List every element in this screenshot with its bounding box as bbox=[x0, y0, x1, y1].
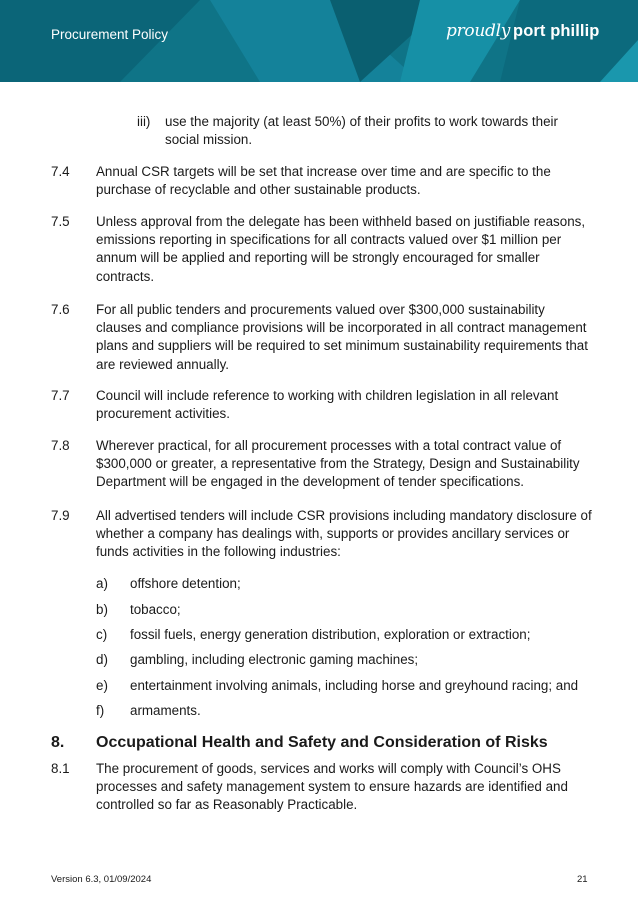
list-item-text: entertainment involving animals, including horse and greyhound racing; and bbox=[130, 678, 579, 693]
clause-number: 7.4 bbox=[51, 164, 70, 179]
clause-number: 7.5 bbox=[51, 214, 70, 229]
clause-text: For all public tenders and procurements valued over $300,000 sustainability clauses and compliance provisions will be incorporated in all contract management plans and suppliers will be required to set minimum sustainability requirements that are reviewed annually. bbox=[96, 302, 588, 372]
footer-version: Version 6.3, 01/09/2024 bbox=[51, 874, 152, 885]
list-item-label: d) bbox=[96, 652, 108, 667]
clause-number: 7.9 bbox=[51, 508, 70, 523]
list-item-text: armaments. bbox=[130, 703, 201, 718]
clause-text: All advertised tenders will include CSR provisions including mandatory disclosure of whether a company has dealings with, supports or provides ancillary services or funds activities in the following industries: bbox=[96, 508, 592, 560]
clause-text: Council will include reference to working with children legislation in all relevant procurement activities. bbox=[96, 388, 559, 422]
list-item-label: a) bbox=[96, 576, 108, 591]
clause-text: Annual CSR targets will be set that increase over time and are specific to the purchase of recyclable and other sustainable products. bbox=[96, 164, 551, 198]
clause-text: The procurement of goods, services and works will comply with Council’s OHS processes and safety management system to ensure hazards are identified and controlled so far as Reasonably Practicable. bbox=[96, 761, 568, 813]
list-item-text: fossil fuels, energy generation distribution, exploration or extraction; bbox=[130, 627, 531, 642]
list-item-label: e) bbox=[96, 678, 108, 693]
clause-number: 7.7 bbox=[51, 388, 70, 403]
clause-text: Unless approval from the delegate has been withheld based on justifiable reasons, emissions reporting in specifications for all contracts valued over $1 million per annum will be applied and reporting will be strongly encouraged for smaller contracts. bbox=[96, 214, 586, 284]
page-header bbox=[0, 0, 638, 82]
section-heading: Occupational Health and Safety and Consideration of Risks bbox=[96, 734, 548, 751]
list-item-label: f) bbox=[96, 703, 105, 718]
clause-number: 7.6 bbox=[51, 302, 70, 317]
list-item-text: tobacco; bbox=[130, 602, 181, 617]
list-item-label: b) bbox=[96, 602, 108, 617]
logo-script-text: proudly bbox=[446, 21, 511, 41]
logo-bold-text: port phillip bbox=[513, 22, 600, 40]
clause-number: 8.1 bbox=[51, 761, 70, 776]
list-item-text: offshore detention; bbox=[130, 576, 241, 591]
clause-number: 7.8 bbox=[51, 438, 70, 453]
clause-text: Wherever practical, for all procurement processes with a total contract value of $300,000 or greater, a representative from the Strategy, Design and Sustainability Department will be engaged in the development of tender specifications. bbox=[96, 438, 580, 490]
sub-item-label: iii) bbox=[137, 114, 151, 129]
sub-item-text: use the majority (at least 50%) of their profits to work towards their social mission. bbox=[165, 114, 558, 148]
section-number: 8. bbox=[51, 734, 65, 751]
page-number: 21 bbox=[577, 874, 588, 885]
document-title: Procurement Policy bbox=[51, 27, 169, 42]
council-logo bbox=[446, 21, 599, 41]
list-item-label: c) bbox=[96, 627, 108, 642]
list-item-text: gambling, including electronic gaming machines; bbox=[130, 652, 419, 667]
